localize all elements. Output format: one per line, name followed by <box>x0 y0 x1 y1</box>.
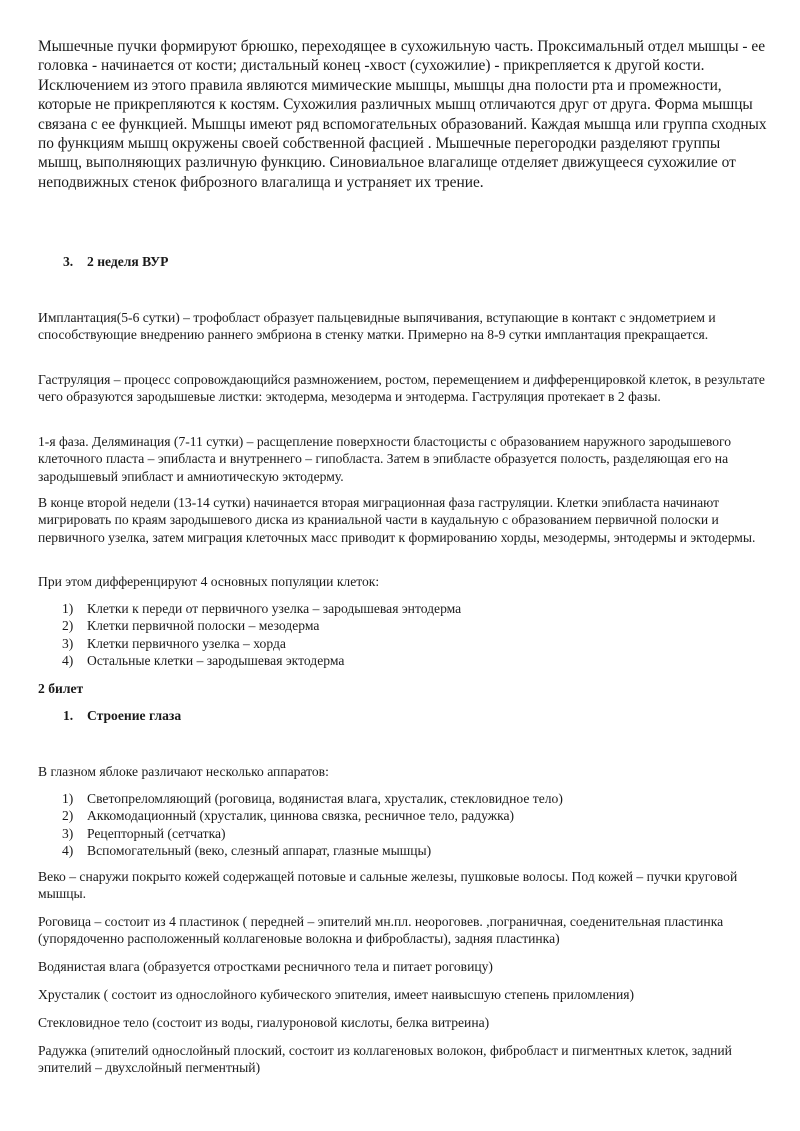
paragraph-gastrulation: Гаструляция – процесс сопровождающийся размножением, ростом, перемещением и дифференцировкой клеток, в результате чего образуются зародышевые листки: эктодерма, мезодерма и энтодерма. Гаструляция протекает в 2 фазы. <box>38 372 765 405</box>
list-item: 1) Клетки к переди от первичного узелка – зародышевая энтодерма <box>62 601 462 616</box>
paragraph-eyeball: В глазном яблоке различают несколько аппаратов: <box>38 764 329 779</box>
heading-text: 2 неделя ВУР <box>87 254 169 269</box>
paragraph-phase-1: 1-я фаза. Деляминация (7-11 сутки) – расщепление поверхности бластоцисты с образованием наружного зародышевого клеточного пласта – эпибласта и внутреннего – гипобласта. Затем в эпибласте образуется полость, разделяющая его на зародышевый эпибласт и амниотическую эктодерму. <box>38 434 732 484</box>
ticket-heading: 2 билет <box>38 681 84 696</box>
paragraph-vitreous: Стекловидное тело (состоит из воды, гиалуроновой кислоты, белка витреина) <box>38 1015 490 1030</box>
heading-eye-structure <box>63 707 181 724</box>
list-item: 2) Клетки первичной полоски – мезодерма <box>62 618 320 634</box>
list-item: 3) Клетки первичного узелка – хорда <box>62 635 286 651</box>
paragraph-muscle: Мышечные пучки формируют брюшко, переходящее в сухожильную часть. Проксимальный отдел мышцы - ее головка - начинается от кости; дистальный конец -хвост (сухожилие) - прикрепляется к другой кости. Исключением из этого правила являются мимические мышцы, мышцы дна полости рта и промежности, которые не прикрепляются к костям. Сухожилия различных мышц отличаются друг от друга. Форма мышцы связана с ее функцией. Мышцы имеют ряд вспомогательных образований. Каждая мышца или группа сходных по функциям мышц окружены своей собственной фасцией . Мышечные перегородки разделяют группы мышц, выполняющих различную функцию. Синовиальное влагалище отделяет движущееся сухожилие от неподвижных стенок фиброзного влагалища и устраняет их трение. <box>38 38 767 191</box>
heading-2-week <box>63 254 168 270</box>
list-apparatus <box>62 790 563 859</box>
paragraph-implantation: Имплантация(5-6 сутки) – трофобласт образует пальцевидные выпячивания, вступающие в контакт с эндометрием и способствующие внедрению раннего эмбриона в стенку матки. Примерно на 8-9 сутки имплантация прекращается. <box>38 310 716 343</box>
list-item: 3) Рецепторный (сетчатка) <box>62 825 226 841</box>
paragraph-iris: Радужка (эпителий однослойный плоский, состоит из коллагеновых волокон, фибробласт и пигментных клеток, задний эпителий – двухслойный пегментный) <box>38 1043 732 1076</box>
paragraph-aqueous-humor: Водянистая влага (образуется отростками ресничного тела и питает роговицу) <box>38 959 493 974</box>
heading-number: 1. <box>63 708 74 723</box>
list-cell-populations <box>62 600 461 669</box>
paragraph-lens: Хрусталик ( состоит из однослойного кубического эпителия, имеет наивысшую степень приломления) <box>38 987 635 1002</box>
list-item: 2) Аккомодационный (хрусталик, циннова связка, ресничное тело, радужка) <box>62 808 515 824</box>
list-item: 1) Светопреломляющий (роговица, водянистая влага, хрусталик, стекловидное тело) <box>62 791 563 806</box>
paragraph-end-second-week: В конце второй недели (13-14 сутки) начинается вторая миграционная фаза гаструляции. Клетки эпибласта начинают мигрировать по краям зародышевого диска из краниальной части в каудальную с образованием первичной полоски и первичного узелка, затем миграция клеточных масс приводит к формированию хорды, мезодермы, энтодермы и эктодермы. <box>38 495 756 545</box>
heading-text: Строение глаза <box>87 708 182 723</box>
list-item: 4) Остальные клетки – зародышевая эктодерма <box>62 652 345 668</box>
paragraph-eyelid: Веко – снаружи покрыто кожей содержащей потовые и сальные железы, пушковые волосы. Под кожей – пучки круговой мышцы. <box>38 869 738 902</box>
heading-number: 3. <box>63 254 74 269</box>
list-item: 4) Вспомогательный (веко, слезный аппарат, глазные мышцы) <box>62 842 432 858</box>
paragraph-differentiation: При этом дифференцируют 4 основных популяции клеток: <box>38 574 380 589</box>
paragraph-cornea: Роговица – состоит из 4 пластинок ( передней – эпителий мн.пл. неороговев. ,пограничная, соеденительная пластинка (упорядоченно расположенный коллагеновые волокна и фибробласты), задняя пластинка) <box>38 914 724 947</box>
